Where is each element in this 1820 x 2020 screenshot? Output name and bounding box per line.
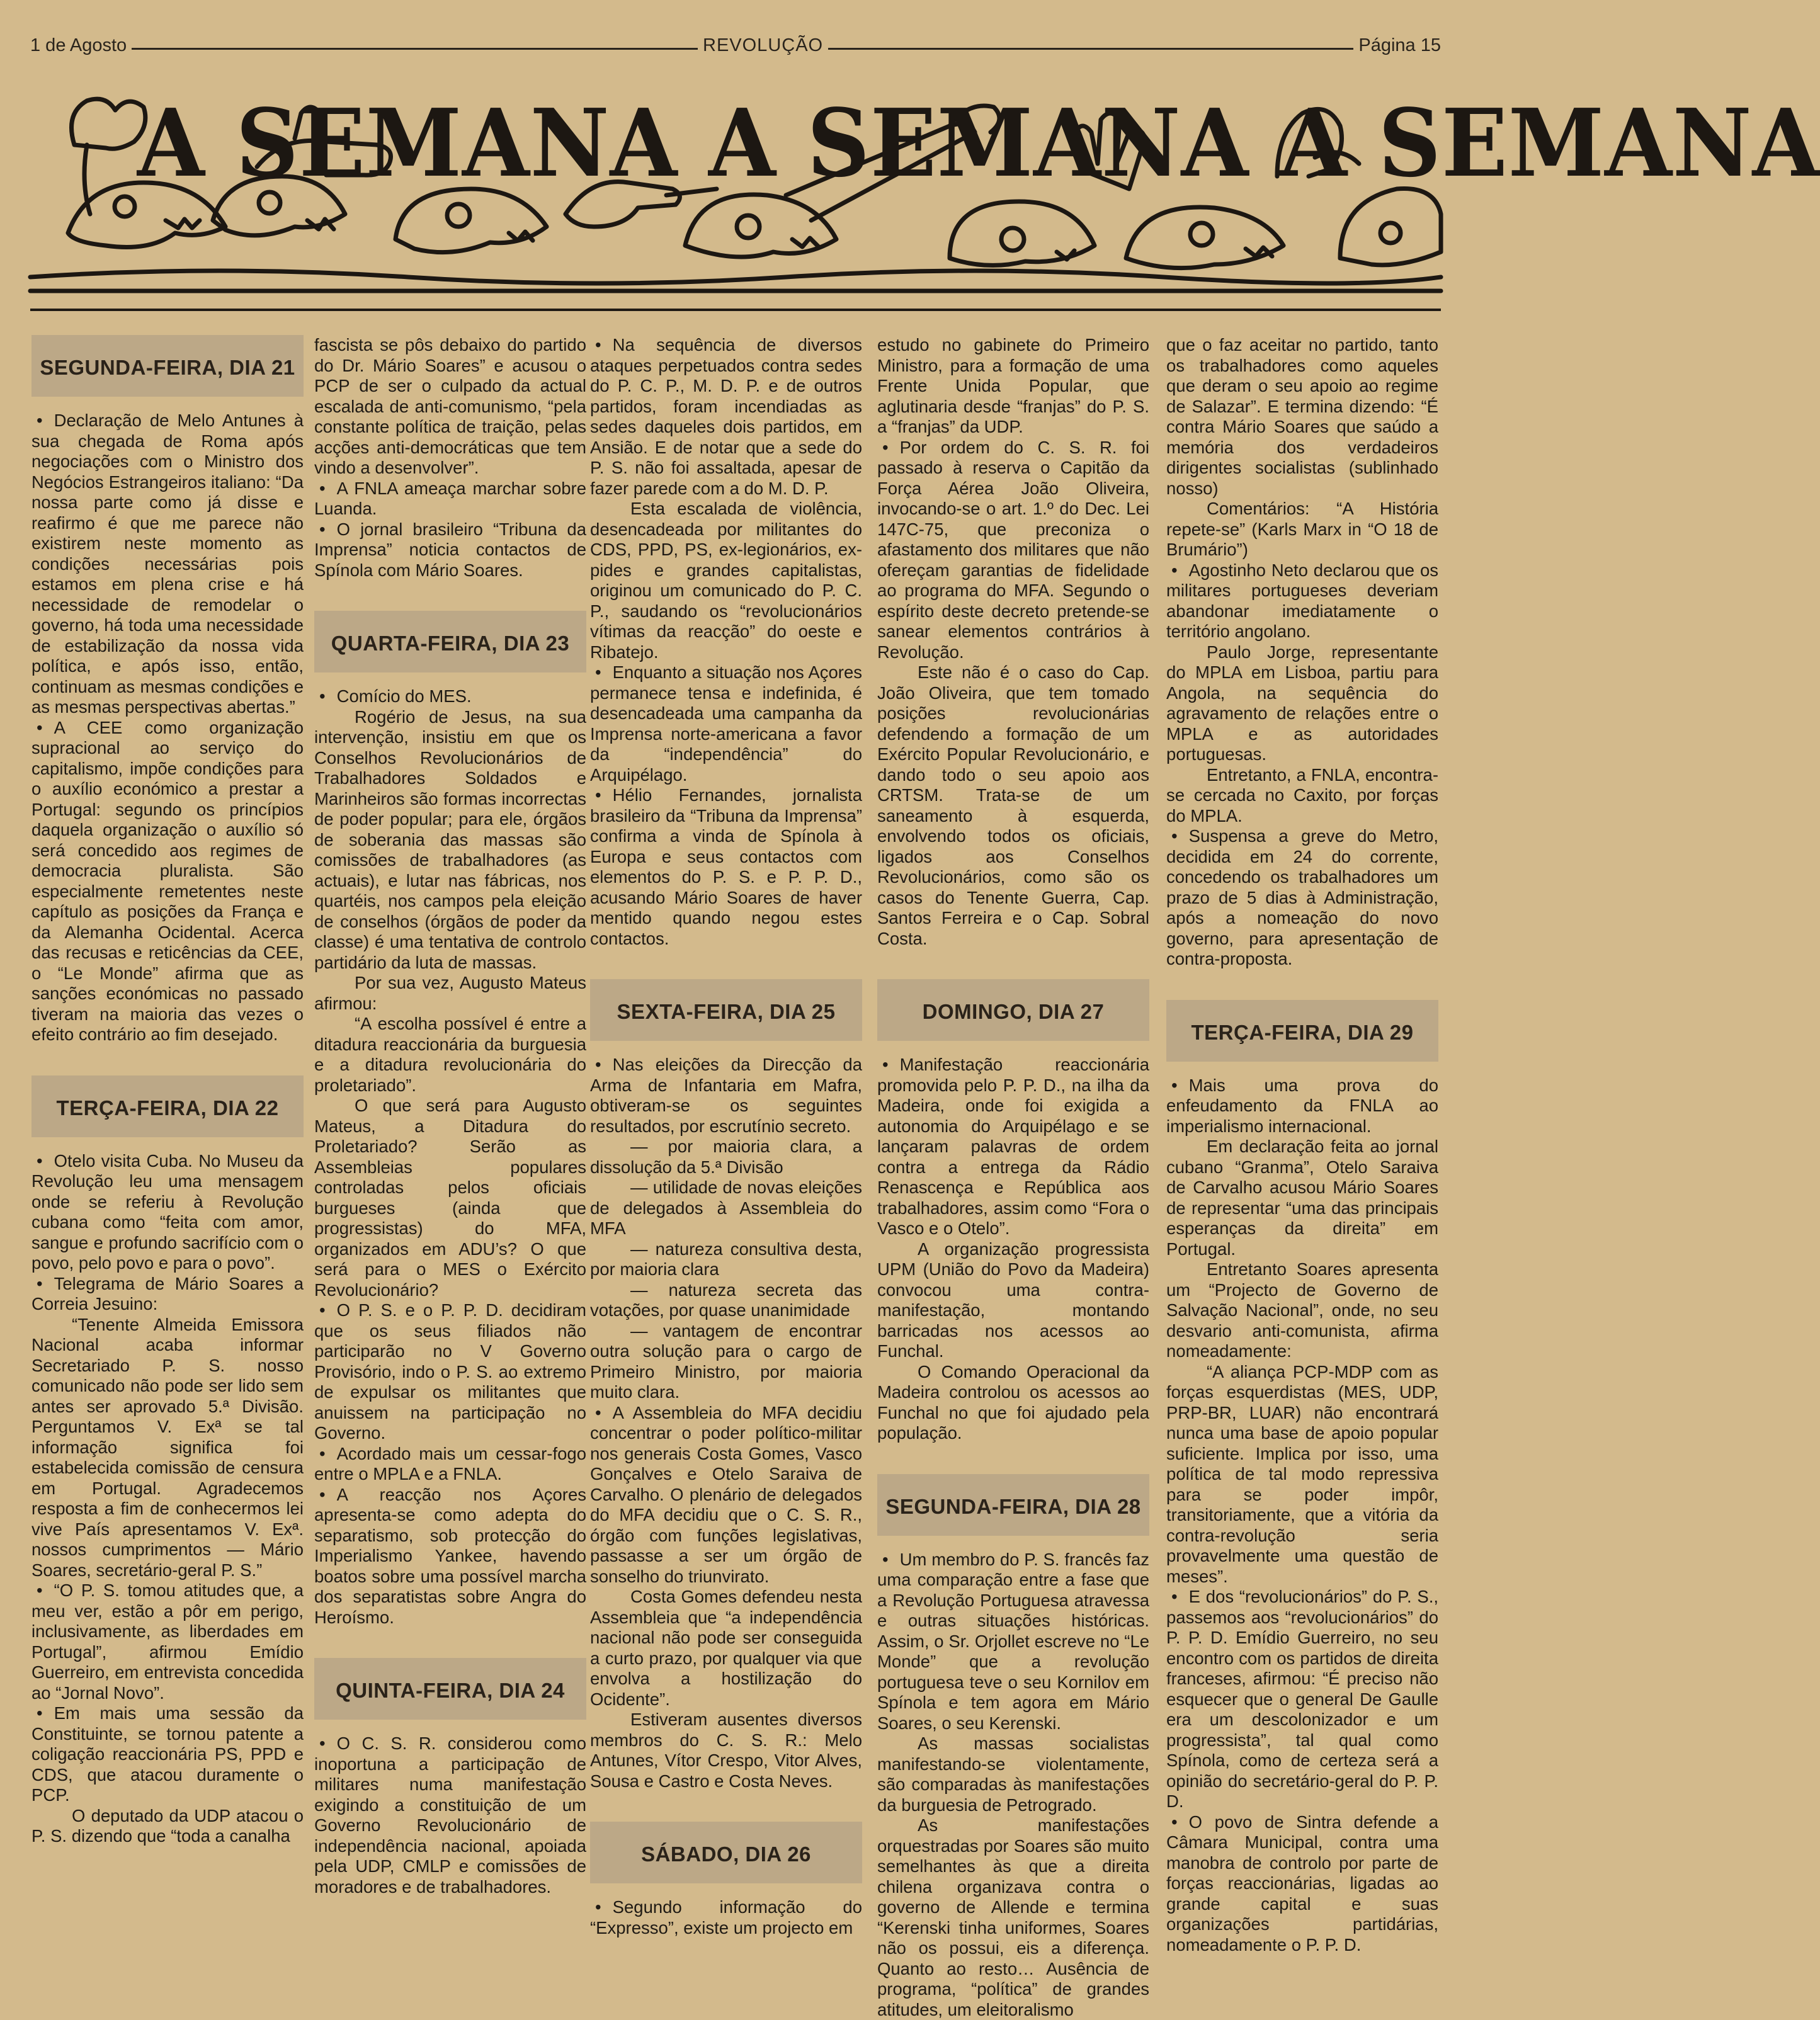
section-gap	[314, 1628, 586, 1658]
news-item: • A reacção nos Açores apresenta-se como adepta do separatismo, sob protecção do Imperialismo Yankee, havendo boatos sobre uma possível marcha dos separatistas sobre Angra do Heroísmo.	[314, 1485, 586, 1628]
news-paragraph: — natureza secreta das votações, por quase unanimidade	[590, 1280, 862, 1320]
news-item: • Comício do MES.	[314, 686, 586, 707]
day-heading: TERÇA-FEIRA, DIA 29	[1166, 1000, 1438, 1062]
news-item: • Enquanto a situação nos Açores permanece tensa e indefinida, é desencadeada uma campanha da Imprensa norte-americana a favor da “independência” do Arquipélago.	[590, 662, 862, 785]
news-item: • O povo de Sintra defende a Câmara Municipal, contra uma manobra de controlo por parte de forças reaccionárias, ligadas ao grande capital e suas organizações partidárias, nomeadamente o P. P. D.	[1166, 1812, 1438, 1956]
news-paragraph: estudo no gabinete do Primeiro Ministro, para a formação de uma Frente Unida Popular, que aglutinaria desde “franjas” do P. S. a “franjas” da UDP.	[877, 335, 1149, 436]
section-gap	[877, 1444, 1149, 1474]
day-heading: TERÇA-FEIRA, DIA 22	[31, 1075, 304, 1137]
news-item: • Em mais uma sessão da Constituinte, se tornou patente a coligação reaccionária PS, PPD e CDS, que atacou duramente o PCP.	[31, 1703, 304, 1806]
news-paragraph: Paulo Jorge, representante do MPLA em Lisboa, partiu para Angola, na sequência do agravamento de relações entre o MPLA e as autoridades portuguesas.	[1166, 642, 1438, 764]
newspaper-name: REVOLUÇÃO	[698, 35, 828, 56]
news-paragraph: Por sua vez, Augusto Mateus afirmou:	[314, 973, 586, 1013]
section-gap	[590, 1791, 862, 1822]
text-column-4	[877, 335, 1149, 2020]
banner-title: A SEMANA A SEMANA A SEMANA	[137, 88, 1820, 198]
news-item: • Suspensa a greve do Metro, decidida em 24 do corrente, concedendo os trabalhadores um prazo de 5 dias à Administração, após a nomeação do novo governo, para apresentação de contra-proposta.	[1166, 826, 1438, 970]
news-paragraph: O deputado da UDP atacou o P. S. dizendo que “toda a canalha	[31, 1805, 304, 1846]
day-heading: SEGUNDA-FEIRA, DIA 21	[31, 335, 304, 397]
news-paragraph: As massas socialistas manifestando-se violentamente, são comparadas às manifestações da burguesia de Petrogrado.	[877, 1733, 1149, 1815]
news-paragraph: O que será para Augusto Mateus, a Ditadura do Proletariado? Serão as Assembleias populares controladas pelos oficiais burgueses (ainda que progressistas) do MFA, organizados em ADU’s? O que será para o MES o Exército Revolucionário?	[314, 1096, 586, 1300]
page-number: Página 15	[1353, 35, 1441, 56]
news-item: • Agostinho Neto declarou que os militares portugueses deveriam abandonar imediatamente o território angolano.	[1166, 560, 1438, 642]
page-header	[30, 30, 1441, 62]
news-paragraph: A organização progressista UPM (União do Povo da Madeira) convocou uma contra-manifestação, montando barricadas nos acessos ao Funchal.	[877, 1239, 1149, 1361]
news-item: • O jornal brasileiro “Tribuna da Imprensa” noticia contactos de Spínola com Mário Soares.	[314, 519, 586, 581]
section-gap	[31, 1045, 304, 1075]
news-item: • Acordado mais um cessar-fogo entre o MPLA e a FNLA.	[314, 1444, 586, 1485]
news-paragraph: “A escolha possível é entre a ditadura reaccionária da burguesia e a ditadura revolucionária do proletariado”.	[314, 1014, 586, 1095]
news-paragraph: Comentários: “A História repete-se” (Karls Marx in “O 18 de Brumário”)	[1166, 499, 1438, 559]
news-item: • O C. S. R. considerou como inoportuna a participação de militares numa manifestação exigindo a constituição de um Governo Revolucionário de independência nacional, apoiada pela UDP, CMLP e comissões de moradores e de trabalhadores.	[314, 1733, 586, 1897]
day-heading: QUINTA-FEIRA, DIA 24	[314, 1658, 586, 1720]
day-heading: SEXTA-FEIRA, DIA 25	[590, 979, 862, 1041]
issue-date: 1 de Agosto	[30, 35, 132, 56]
news-paragraph: “Tenente Almeida Emissora Nacional acaba informar Secretariado P. S. nosso comunicado não pode ser lido sem antes ser aprovado 5.ª Divisão. Perguntamos V. Exª se tal informação significa foi estabelecida comissão de censura em Portugal. Agradecemos resposta a fim de conhecermos lei vive País apresentamos V. Exª. nossos cumprimentos — Mário Soares, secretário-geral P. S.”	[31, 1314, 304, 1580]
day-heading: SÁBADO, DIA 26	[590, 1822, 862, 1883]
news-paragraph: O Comando Operacional da Madeira controlou os acessos ao Funchal no que foi ajudado pela população.	[877, 1361, 1149, 1443]
news-item: • E dos “revolucionários” do P. S., passemos aos “revolucionários” do P. P. D. Emídio Guerreiro, no seu encontro com os partidos de direita franceses, afirmou: “É preciso não esquecer que o general De Gaulle era um descolonizador e um progressista”, tal qual como Spínola, como de certeza será a opinião do secretário-geral do P. P. D.	[1166, 1587, 1438, 1812]
section-gap	[1166, 970, 1438, 1000]
news-item: • Declaração de Melo Antunes à sua chegada de Roma após negociações com o Ministro dos Negócios Estrangeiros italiano: “Da nossa parte como já disse e reafirmo é que me parece não existirem neste momento as condições necessárias pois estamos em plena crise e há necessidade de remodelar o governo, há toda uma necessidade de estabilização da nossa vida política, e após isso, então, continuam as mesmas condições e as mesmas perspectivas abertas.”	[31, 411, 304, 718]
news-paragraph: Rogério de Jesus, na sua intervenção, insistiu em que os Conselhos Revolucionários de Trabalhadores Soldados e Marinheiros são formas incorrectas de poder popular; para ele, órgãos de soberania das massas são comissões de trabalhadores (as actuais), e lutar nas fábricas, nos quartéis, nos campos pela eleição de conselhos (órgãos de poder da classe) é uma tentativa de controlo partidário da luta de massas.	[314, 706, 586, 972]
news-paragraph: Este não é o caso do Cap. João Oliveira, que tem tomado posições revolucionárias defendendo a formação de um Exército Popular Revolucionário, e dando todo o seu apoio aos CRTSM. Trata-se de um saneamento à esquerda, envolvendo todos os oficiais, ligados aos Conselhos Revolucionários, como são os casos do Tenente Guerra, Cap. Santos Ferreira e o Cap. Sobral Costa.	[877, 662, 1149, 948]
news-item: • O P. S. e o P. P. D. decidiram que os seus filiados não participarão no V Governo Provisório, indo o P. S. ao extremo de expulsar os militantes que anuissem na participação no Governo.	[314, 1300, 586, 1444]
news-item: • Hélio Fernandes, jornalista brasileiro da “Tribuna da Imprensa” confirma a vinda de Spínola à Europa e seus contactos com elementos do P. S. e P. P. D., acusando Mário Soares de haver mentido quando negou estes contactos.	[590, 785, 862, 949]
news-paragraph: — por maioria clara, a dissolução da 5.ª Divisão	[590, 1137, 862, 1177]
news-item: • A FNLA ameaça marchar sobre Luanda.	[314, 479, 586, 519]
section-banner	[30, 69, 1820, 311]
news-item: • “O P. S. tomou atitudes que, a meu ver, estão a pôr em perigo, inclusivamente, as liberdades em Portugal”, afirmou Emídio Guerreiro, em entrevista concedida ao “Jornal Novo”.	[31, 1580, 304, 1703]
news-item: • A Assembleia do MFA decidiu concentrar o poder político-militar nos generais Costa Gomes, Vasco Gonçalves e Otelo Saraiva de Carvalho. O plenário de delegados do MFA decidiu que o C. S. R., órgão com funções legislativas, passasse a ser um órgão de sonselho do triunvirato.	[590, 1403, 862, 1587]
news-paragraph: As manifestações orquestradas por Soares são muito semelhantes às que a direita chilena organizava contra o governo de Allende e termina “Kerenski tinha uniformes, Soares não os possui, eis a diferença. Quanto ao resto… Ausência de programa, “política” de grandes atitudes, um eleitoralismo	[877, 1815, 1149, 2019]
news-paragraph: Esta escalada de violência, desencadeada por militantes do CDS, PPD, PS, ex-legionários, ex-pides e grandes capitalistas, originou um comunicado do P. C. P., saudando os “revolucionários vítimas da reacção” do oeste e Ribatejo.	[590, 499, 862, 662]
news-item: • Mais uma prova do enfeudamento da FNLA ao imperialismo internacional.	[1166, 1075, 1438, 1137]
section-gap	[877, 949, 1149, 979]
news-paragraph: fascista se pôs debaixo do partido do Dr. Mário Soares” e acusou o PCP de ser o culpado da actual escalada de anti-comunismo, “pela constante política de traição, pelas acções anti-democráticas que tem vindo a desenvolver”.	[314, 335, 586, 477]
day-heading: SEGUNDA-FEIRA, DIA 28	[877, 1474, 1149, 1536]
text-column-2	[314, 335, 586, 1897]
news-paragraph: Estiveram ausentes diversos membros do C. S. R.: Melo Antunes, Vítor Crespo, Vitor Alves, Sousa e Castro e Costa Neves.	[590, 1710, 862, 1791]
news-paragraph: Entretanto, a FNLA, encontra-se cercada no Caxito, por forças do MPLA.	[1166, 764, 1438, 826]
news-paragraph: que o faz aceitar no partido, tanto os trabalhadores como aqueles que deram o seu apoio ao regime de Salazar”. E termina dizendo: “É contra Mário Soares que saúdo a memória dos verdadeiros dirigentes socialistas (sublinhado nosso)	[1166, 335, 1438, 498]
news-paragraph: Costa Gomes defendeu nesta Assembleia que “a independência nacional não pode ser conseguida a curto prazo, por qualquer via que envolva a hostilização do Ocidente”.	[590, 1587, 862, 1709]
news-paragraph: — utilidade de novas eleições de delegados à Assembleia do MFA	[590, 1177, 862, 1238]
news-paragraph: — vantagem de encontrar outra solução para o cargo de Primeiro Ministro, por maioria muito clara.	[590, 1320, 862, 1402]
news-item: • Por ordem do C. S. R. foi passado à reserva o Capitão da Força Aérea João Oliveira, invocando-se o art. 1.º do Dec. Lei 147C-75, que preconiza o afastamento dos militares que não ofereçam garantias de fidelidade ao programa do MFA. Segundo o espírito deste decreto pretende-se sanear elementos contrários à Revolução.	[877, 438, 1149, 663]
news-item: • Na sequência de diversos ataques perpetuados contra sedes do P. C. P., M. D. P. e de outros partidos, foram incendiadas as sedes daqueles dois partidos, em Ansião. E de notar que a sede do P. S. não foi assaltada, apesar de fazer parede com a do M. D. P.	[590, 335, 862, 499]
news-item: • Um membro do P. S. francês faz uma comparação entre a fase que a Revolução Portuguesa atravessa e outras situações históricas. Assim, o Sr. Orjollet escreve no “Le Monde” que a revolução portuguesa teve o seu Kornilov em Spínola e tem agora em Mário Soares, o seu Kerenski.	[877, 1550, 1149, 1734]
news-item: • Manifestação reaccionária promovida pelo P. P. D., na ilha da Madeira, onde foi exigida a autonomia do Arquipélago e se lançaram palavras de ordem contra a entrega da Rádio Renascença e República aos trabalhadores, assim como “Fora o Vasco e o Otelo”.	[877, 1055, 1149, 1239]
news-paragraph: Entretanto Soares apresenta um “Projecto de Governo de Salvação Nacional”, onde, no seu desvario anti-comunista, afirma nomeadamente:	[1166, 1259, 1438, 1361]
section-gap	[590, 949, 862, 979]
news-item: • Segundo informação do “Expresso”, existe um projecto em	[590, 1897, 862, 1938]
news-item: • Otelo visita Cuba. No Museu da Revolução leu uma mensagem onde se referiu à Revolução cubana como “feita com amor, sangue e profundo sacrifício com o povo, pelo povo e para o povo”.	[31, 1151, 304, 1274]
day-heading: DOMINGO, DIA 27	[877, 979, 1149, 1041]
news-item: • Nas eleições da Direcção da Arma de Infantaria em Mafra, obtiveram-se os seguintes resultados, por escrutínio secreto.	[590, 1055, 862, 1137]
text-column-5	[1166, 335, 1438, 1955]
section-gap	[314, 581, 586, 611]
news-item: • Telegrama de Mário Soares a Correia Jesuino:	[31, 1274, 304, 1315]
text-column-1	[31, 335, 304, 1847]
news-paragraph: “A aliança PCP-MDP com as forças esquerdistas (MES, UDP, PRP-BR, LUAR) não encontrará nunca uma base de apoio popular suficiente. Implica por isso, uma política de tal modo repressiva para se poder impôr, transitoriamente, que a vitória da contra-revolução seria provavelmente uma questão de meses”.	[1166, 1361, 1438, 1586]
day-heading: QUARTA-FEIRA, DIA 23	[314, 611, 586, 672]
news-paragraph: — natureza consultiva desta, por maioria clara	[590, 1239, 862, 1279]
news-item: • A CEE como organização supracional ao serviço do capitalismo, impõe condições para o auxílio económico a prestar a Portugal: segundo os princípios daquela organização o auxílio só será concedido aos regimes de democracia pluralista. São especialmente remetentes neste capítulo as posições da França e da Alemanha Ocidental. Acerca das recusas e reticências da CEE, o “Le Monde” afirma que as sanções económicas no passado tiveram na maioria das vezes o efeito contrário ao fim desejado.	[31, 718, 304, 1045]
news-paragraph: Em declaração feita ao jornal cubano “Granma”, Otelo Saraiva de Carvalho acusou Mário Soares de representar “uma das principais esperanças da direita” em Portugal.	[1166, 1137, 1438, 1259]
text-column-3	[590, 335, 862, 1938]
